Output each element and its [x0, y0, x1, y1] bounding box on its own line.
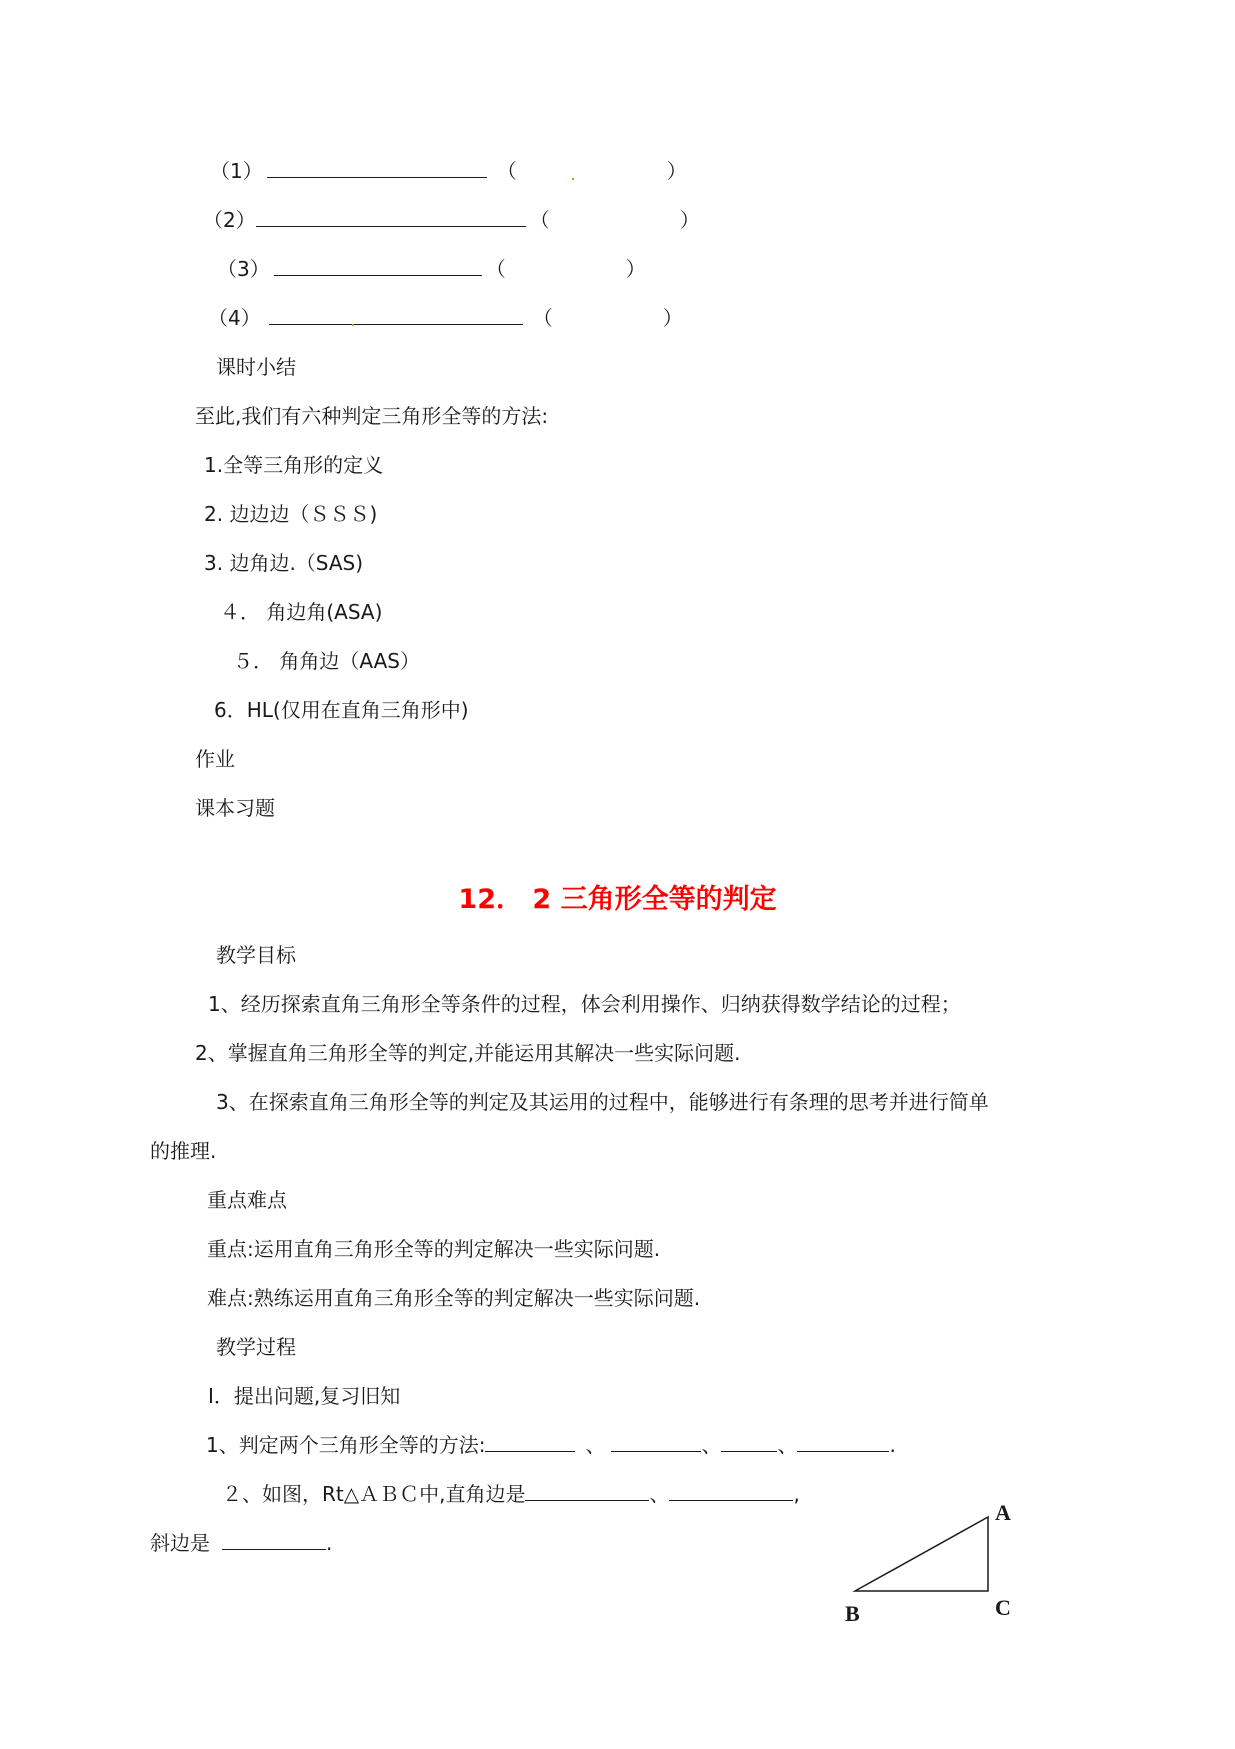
- vertex-label-c: C: [995, 1595, 1011, 1620]
- stray-dot: [352, 324, 354, 326]
- triangle-abc: [855, 1517, 988, 1591]
- question-1: [206, 1433, 896, 1457]
- open-paren: （: [485, 257, 506, 281]
- open-paren: （: [532, 306, 553, 330]
- objective-2: 2、掌握直角三角形全等的判定,并能运用其解决一些实际问题.: [195, 1041, 741, 1065]
- question-1-text: 1、判定两个三角形全等的方法:: [206, 1433, 486, 1457]
- answer-blank[interactable]: [611, 1433, 701, 1452]
- fill-item-label: （4）: [208, 306, 261, 330]
- vertex-label-b: B: [845, 1601, 860, 1626]
- answer-blank[interactable]: [256, 208, 526, 227]
- answer-blank[interactable]: [525, 1482, 649, 1501]
- close-paren: ）: [666, 159, 687, 183]
- fill-item-2: [203, 208, 700, 232]
- method-1: 1.全等三角形的定义: [204, 453, 384, 477]
- fill-item-4: [208, 306, 683, 330]
- answer-blank[interactable]: [485, 1433, 575, 1452]
- answer-blank[interactable]: [222, 1531, 326, 1550]
- keypoints-heading: 重点难点: [207, 1188, 287, 1212]
- homework-content: 课本习题: [195, 796, 275, 820]
- close-paren: ）: [679, 208, 700, 232]
- homework-heading: 作业: [195, 747, 235, 771]
- method-5: ５． 角角边（AAS）: [233, 649, 420, 673]
- open-paren: （: [529, 208, 550, 232]
- objectives-heading: 教学目标: [216, 943, 296, 967]
- stray-dot: [572, 178, 574, 180]
- separator: 、: [777, 1433, 798, 1457]
- method-4: ４． 角边角(ASA): [220, 600, 383, 624]
- period: .: [889, 1433, 896, 1457]
- vertex-label-a: A: [995, 1500, 1011, 1525]
- period: .: [326, 1531, 333, 1555]
- question-2-text: ２、如图，Rt△ＡＢＣ中,直角边是: [222, 1482, 526, 1506]
- method-2: 2. 边边边（ＳＳＳ): [204, 502, 378, 526]
- fill-item-1: [210, 159, 687, 183]
- answer-blank[interactable]: [721, 1433, 777, 1452]
- method-3: 3. 边角边.（SAS): [204, 551, 364, 575]
- comma: ,: [793, 1482, 800, 1506]
- separator: 、: [585, 1433, 606, 1457]
- objective-3: 3、在探索直角三角形全等的判定及其运用的过程中，能够进行有条理的思考并进行简单: [216, 1090, 989, 1114]
- fill-item-label: （1）: [210, 159, 263, 183]
- process-step-1: Ⅰ．提出问题,复习旧知: [208, 1384, 401, 1408]
- fill-item-label: （2）: [203, 208, 256, 232]
- separator: 、: [701, 1433, 722, 1457]
- summary-intro: 至此,我们有六种判定三角形全等的方法:: [195, 404, 549, 428]
- close-paren: ）: [662, 306, 683, 330]
- section-title: 12． 2 三角形全等的判定: [458, 884, 777, 915]
- answer-blank[interactable]: [267, 159, 487, 178]
- method-6: 6．HL(仅用在直角三角形中): [214, 698, 469, 722]
- separator: 、: [649, 1482, 670, 1506]
- difficulty-point: 难点:熟练运用直角三角形全等的判定解决一些实际问题.: [207, 1286, 701, 1310]
- key-point: 重点:运用直角三角形全等的判定解决一些实际问题.: [207, 1237, 661, 1261]
- fill-item-3: [217, 257, 646, 281]
- open-paren: （: [496, 159, 517, 183]
- process-heading: 教学过程: [216, 1335, 296, 1359]
- answer-blank[interactable]: [797, 1433, 889, 1452]
- answer-blank[interactable]: [269, 306, 523, 325]
- question-2-hypotenuse: [150, 1531, 332, 1555]
- answer-blank[interactable]: [669, 1482, 793, 1501]
- close-paren: ）: [625, 257, 646, 281]
- question-2: [222, 1482, 800, 1506]
- objective-3-continued: 的推理.: [150, 1139, 217, 1163]
- answer-blank[interactable]: [274, 257, 482, 276]
- fill-item-label: （3）: [217, 257, 270, 281]
- objective-1: 1、经历探索直角三角形全等条件的过程，体会利用操作、归纳获得数学结论的过程；: [208, 992, 961, 1016]
- hypotenuse-label: 斜边是: [150, 1531, 210, 1555]
- right-triangle-figure: [845, 1500, 1025, 1640]
- summary-heading: 课时小结: [216, 355, 296, 379]
